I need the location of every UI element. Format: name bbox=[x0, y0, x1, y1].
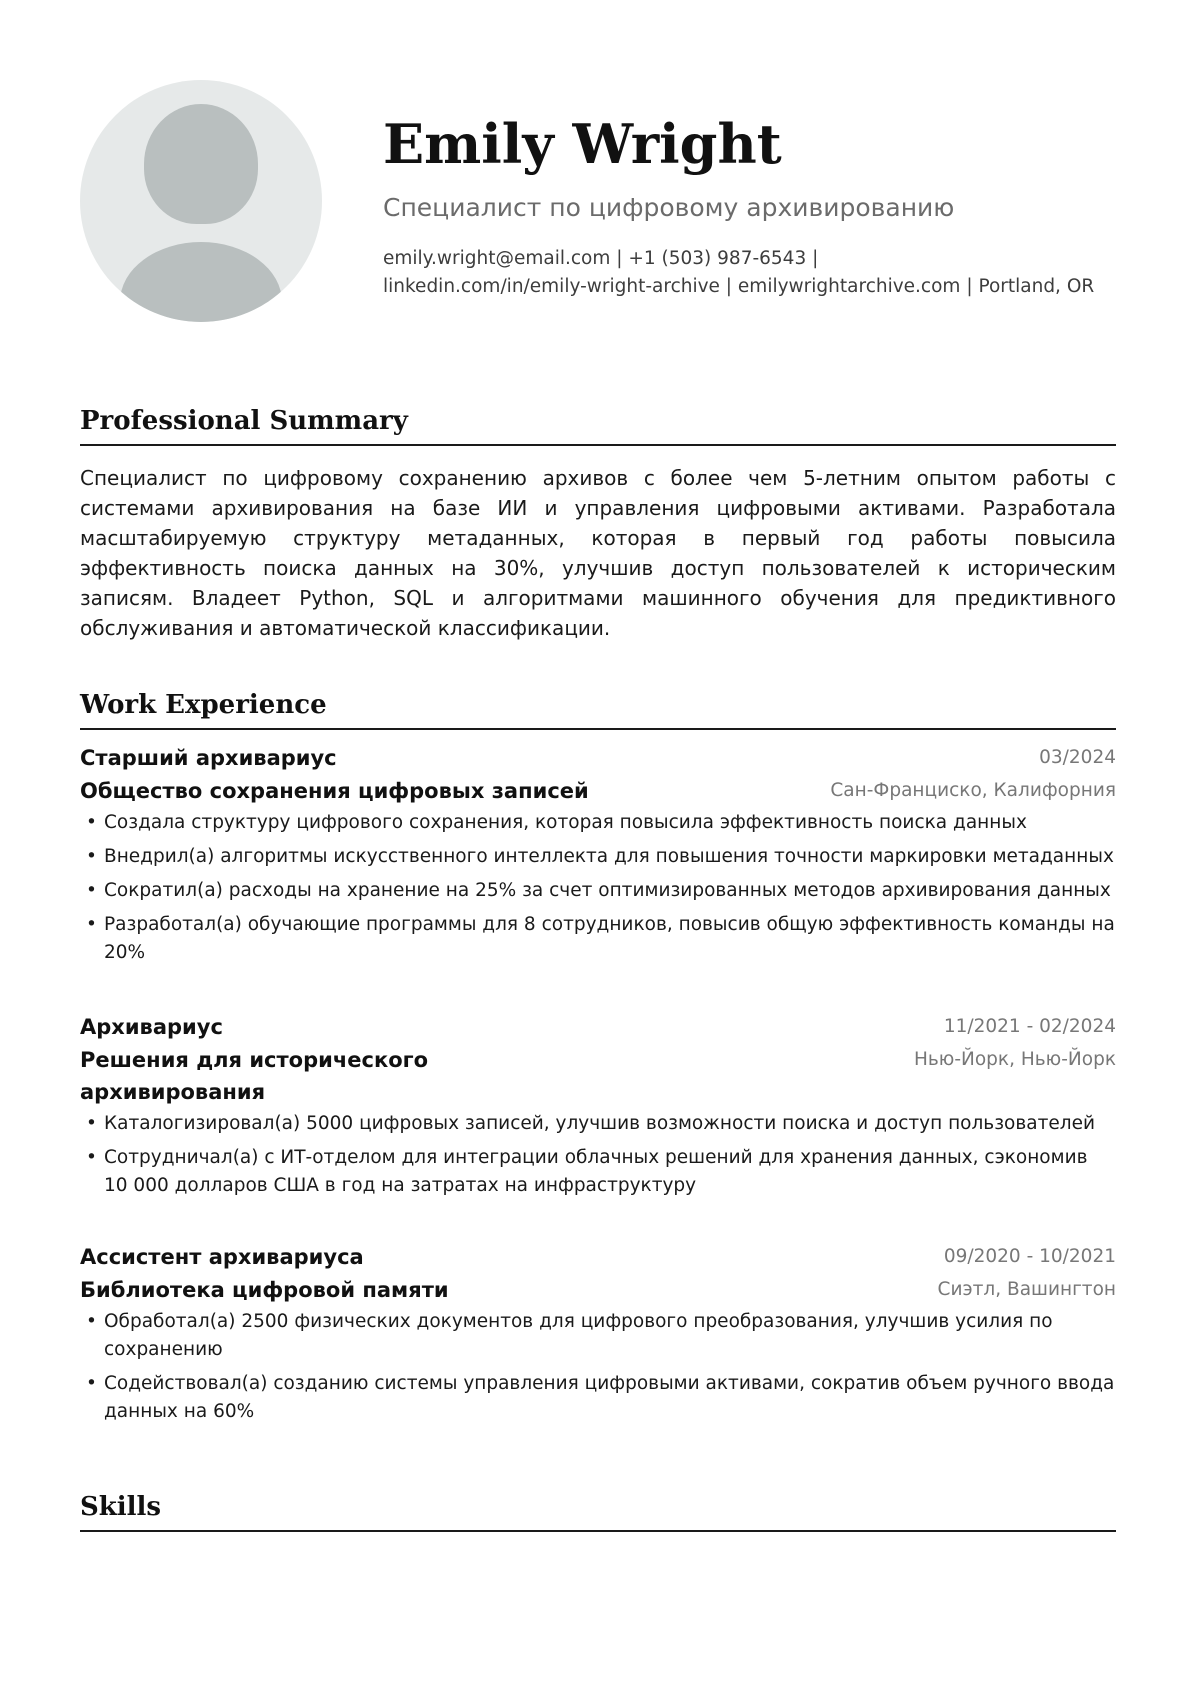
bullet-text: Внедрил(а) алгоритмы искусственного интеллекта для повышения точности маркировки метаданных bbox=[104, 846, 1114, 867]
job-location: Сиэтл, Вашингтон bbox=[937, 1279, 1116, 1300]
list-item bbox=[80, 809, 1116, 837]
bullet-text: Содействовал(а) созданию системы управления цифровыми активами, сократив объем ручного ввода данных на 60% bbox=[104, 1373, 1115, 1422]
bullet-icon: • bbox=[86, 1147, 97, 1168]
contact-info bbox=[383, 245, 1143, 301]
bullet-icon: • bbox=[86, 846, 97, 867]
list-item bbox=[80, 1144, 1116, 1200]
bullet-text: Создала структуру цифрового сохранения, которая повысила эффективность поиска данных bbox=[104, 812, 1027, 833]
bullet-text: Сотрудничал(а) с ИТ-отделом для интеграции облачных решений для хранения данных, сэкономив 10 000 долларов США в год на затратах на инфраструктуру bbox=[104, 1147, 1088, 1196]
list-item bbox=[80, 843, 1116, 871]
bullet-icon: • bbox=[86, 880, 97, 901]
bullet-icon: • bbox=[86, 812, 97, 833]
job-company: Решения для исторического архивирования bbox=[80, 1048, 429, 1104]
contact-line-2: linkedin.com/in/emily-wright-archive | emilywrightarchive.com | Portland, OR bbox=[383, 276, 1095, 297]
contact-line-1: emily.wright@email.com | +1 (503) 987-6543 | bbox=[383, 248, 819, 269]
section-heading-summary: Professional Summary bbox=[80, 402, 1116, 446]
bullet-icon: • bbox=[86, 1113, 97, 1134]
list-item bbox=[80, 1370, 1116, 1426]
job-date: 09/2020 - 10/2021 bbox=[943, 1246, 1116, 1267]
job-company: Общество сохранения цифровых записей bbox=[80, 779, 589, 803]
summary-text: Специалист по цифровому сохранению архивов с более чем 5-летним опытом работы с системами архивирования на базе ИИ и управления цифровыми активами. Разработала масштабируемую структуру метаданных, которая в первый год работы повысила эффективность поиска данных на 30%, улучшив доступ пользователей к историческим записям. Владеет Python, SQL и алгоритмами машинного обучения для предиктивного обслуживания и автоматической классификации. bbox=[80, 466, 1116, 640]
bullet-text: Обработал(а) 2500 физических документов для цифрового преобразования, улучшив усилия по сохранению bbox=[104, 1311, 1053, 1360]
job-entry bbox=[80, 1240, 1116, 1432]
job-bullets bbox=[80, 1110, 1116, 1200]
user-silhouette-body bbox=[120, 242, 282, 322]
job-bullets bbox=[80, 1308, 1116, 1426]
section-heading-skills: Skills bbox=[80, 1488, 1116, 1532]
job-location: Сан-Франциско, Калифорния bbox=[830, 780, 1116, 801]
job-title: Архивариус bbox=[80, 1015, 223, 1039]
bullet-text: Каталогизировал(а) 5000 цифровых записей, улучшив возможности поиска и доступ пользователей bbox=[104, 1113, 1095, 1134]
job-entry bbox=[80, 741, 1116, 973]
job-company: Библиотека цифровой памяти bbox=[80, 1278, 449, 1302]
list-item bbox=[80, 1308, 1116, 1364]
bullet-text: Сократил(а) расходы на хранение на 25% за счет оптимизированных методов архивирования данных bbox=[104, 880, 1111, 901]
job-entry bbox=[80, 1010, 1116, 1206]
job-bullets bbox=[80, 809, 1116, 967]
candidate-title: Специалист по цифровому архивированию bbox=[383, 193, 955, 222]
job-date: 03/2024 bbox=[1039, 747, 1116, 768]
job-title: Старший архивариус bbox=[80, 746, 337, 770]
candidate-name: Emily Wright bbox=[383, 112, 782, 176]
list-item bbox=[80, 1110, 1116, 1138]
job-title: Ассистент архивариуса bbox=[80, 1245, 364, 1269]
avatar bbox=[80, 80, 322, 322]
job-date: 11/2021 - 02/2024 bbox=[943, 1016, 1116, 1037]
list-item bbox=[80, 877, 1116, 905]
list-item bbox=[80, 911, 1116, 967]
user-silhouette-icon bbox=[144, 104, 258, 224]
bullet-icon: • bbox=[86, 914, 97, 935]
bullet-text: Разработал(а) обучающие программы для 8 сотрудников, повысив общую эффективность команды на 20% bbox=[104, 914, 1115, 963]
section-heading-work: Work Experience bbox=[80, 686, 1116, 730]
bullet-icon: • bbox=[86, 1373, 97, 1394]
job-location: Нью-Йорк, Нью-Йорк bbox=[913, 1049, 1116, 1070]
bullet-icon: • bbox=[86, 1311, 97, 1332]
